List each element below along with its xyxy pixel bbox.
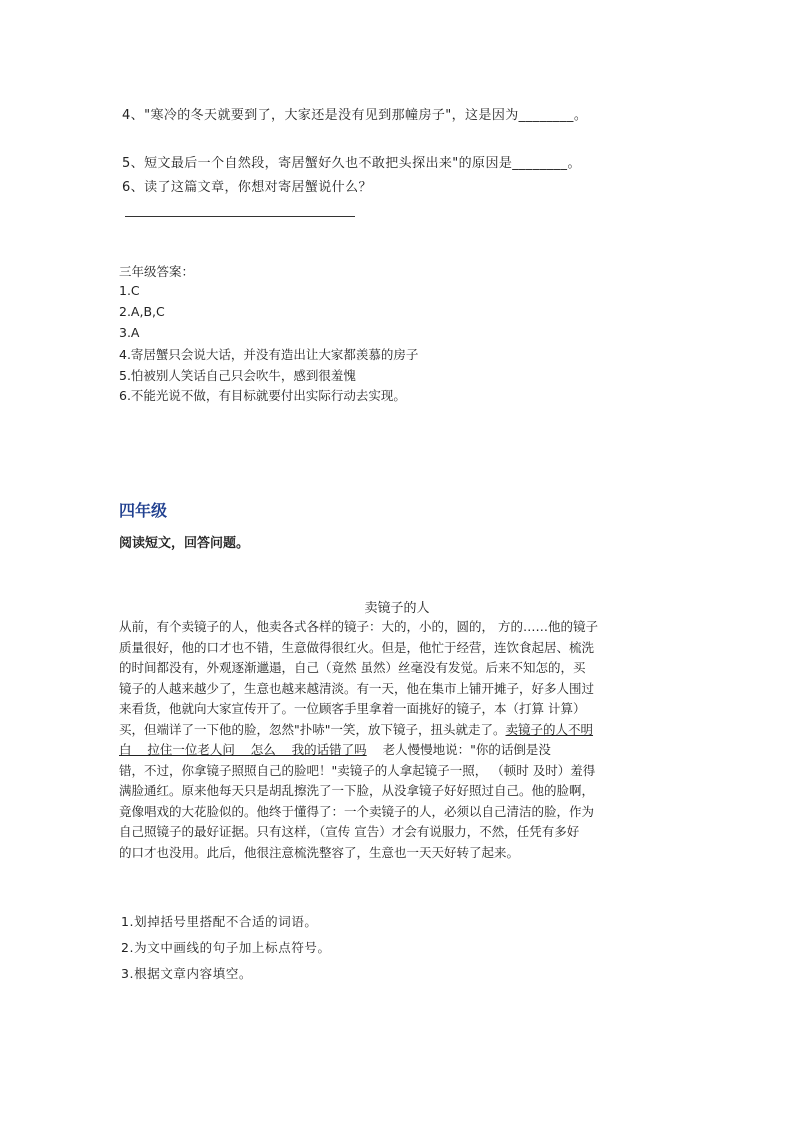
grade4-heading: 四年级 [119,501,168,520]
story-line: 镜子的人越来越少了，生意也越来越清淡。有一天，他在集市上铺开摊子，好多人围过 [119,680,595,696]
story-line: 的口才也没用。此后，他很注意梳洗整容了，生意也一天天好转了起来。 [119,844,520,860]
answer-item: 2.A,B,C [119,304,165,319]
grade4-instruction: 阅读短文，回答问题。 [119,536,250,551]
question-6: 6、读了这篇文章，你想对寄居蟹说什么？ [122,180,372,195]
answer-item: 1.C [119,283,140,298]
story-line: 错，不过，你拿镜子照照自己的脸吧！"卖镜子的人拿起镜子一照， （顿时 及时）羞得 [119,762,596,778]
story-line: 满脸通红。原来他每天只是胡乱擦洗了一下脸，从没拿镜子好好照过自己。他的脸啊， [119,783,595,798]
story-line [119,720,675,741]
story-body [119,617,675,863]
story-title: 卖镜子的人 [364,601,430,616]
story-line: 来看货，他就向大家宣传开了。一位顾客手里拿着一面挑好的镜子，本（打算 计算） [119,701,586,716]
answer-item: 6.不能光说不做，有目标就要付出实际行动去实现。 [119,388,406,403]
underlined-sentence: 卖镜子的人不明 [505,721,594,737]
answer-item: 4.寄居蟹只会说大话，并没有造出让大家都羡慕的房子 [119,347,419,362]
answers-title: 三年级答案： [119,264,195,279]
question-5: 5、短文最后一个自然段，寄居蟹好久也不敢把头探出来"的原因是________。 [122,156,581,171]
underlined-sentence: 白 拉住一位老人问 怎么 我的话错了吗 [119,742,367,757]
answer-item: 5.怕被别人笑话自己只会吹牛，感到很羞愧 [119,368,356,383]
question-4: 4、"寒冷的冬天就要到了，大家还是没有见到那幢房子"，这是因为________。 [122,108,588,123]
story-line: 的时间都没有，外观逐渐邋遢，自己（竟然 虽然）丝毫没有发觉。后来不知怎的，买 [119,660,586,675]
story-line: 质量很好，他的口才也不错，生意做得很红火。但是，他忙于经营，连饮食起居、梳洗 [119,639,595,655]
task-item: 1.划掉括号里搭配不合适的词语。 [121,914,318,929]
task-item: 3.根据文章内容填空。 [121,966,253,981]
story-line: 竟像唱戏的大花脸似的。他终于懂得了：一个卖镜子的人，必须以自己清洁的脸，作为 [119,803,595,819]
answer-line [125,216,355,217]
story-line [119,740,675,761]
story-line: 从前，有个卖镜子的人，他卖各式各样的镜子：大的，小的，圆的， 方的……他的镜子 [119,619,598,634]
story-text: 老人慢慢地说："你的话倒是没 [366,742,551,757]
task-item: 2.为文中画线的句子加上标点符号。 [121,940,331,955]
answer-item: 3.A [119,325,140,340]
story-line: 自己照镜子的最好证据。只有这样，（宣传 宣告）才会有说服力，不然，任凭有多好 [119,824,580,839]
story-text: 买，但端详了一下他的脸，忽然"扑哧"一笑，放下镜子，扭头就走了。 [119,721,506,737]
